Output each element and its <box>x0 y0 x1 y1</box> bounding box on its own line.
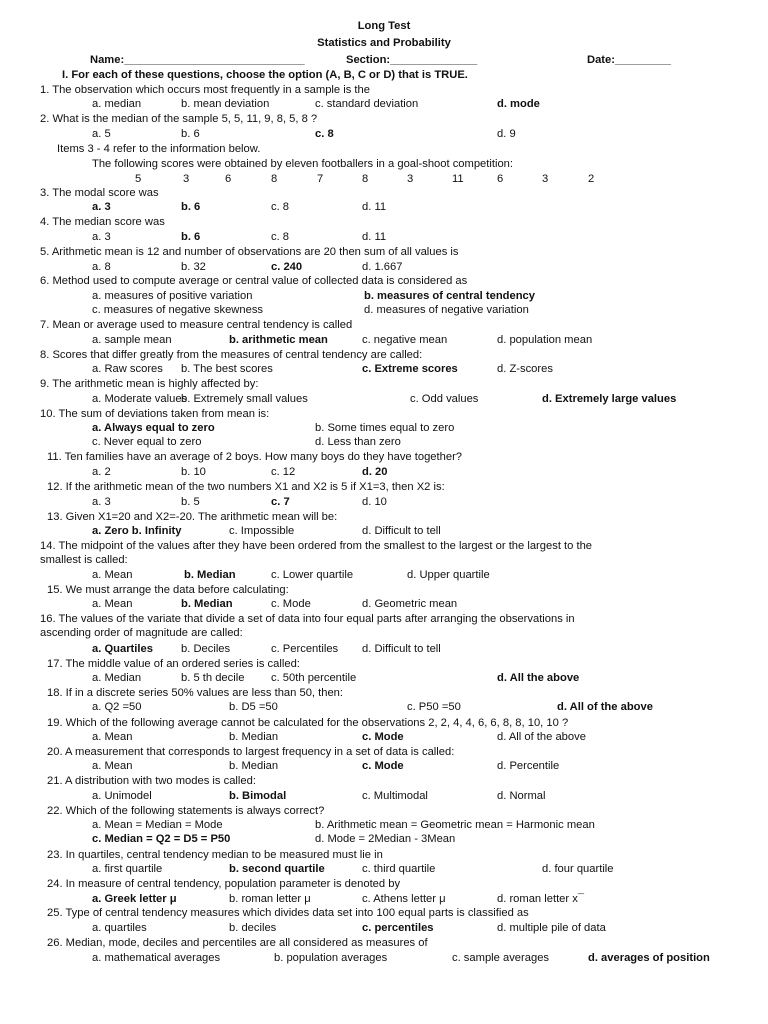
instruction-text: I. For each of these questions, choose the option (A, B, C or D) that is TRUE. <box>62 69 468 81</box>
question-10-option-b: b. Some times equal to zero <box>315 422 455 434</box>
question-4-option-c: c. 8 <box>271 231 290 243</box>
question-20-option-a: a. Mean <box>92 760 133 772</box>
score-value: 6 <box>497 173 504 185</box>
question-13: 13. Given X1=20 and X2=-20. The arithmetic mean will be: <box>47 511 338 523</box>
question-24: 24. In measure of central tendency, population parameter is denoted by <box>47 878 401 890</box>
question-9: 9. The arithmetic mean is highly affected by: <box>40 378 259 390</box>
question-4-option-b: b. 6 <box>181 231 201 243</box>
question-2-option-d: d. 9 <box>497 128 516 140</box>
section-field-label: Section:______________ <box>346 54 478 66</box>
score-value: 3 <box>407 173 414 185</box>
question-5-option-c: c. 240 <box>271 261 303 273</box>
question-17-option-d: d. All the above <box>497 672 580 684</box>
question-1-option-a: a. median <box>92 98 142 110</box>
question-3-option-b: b. 6 <box>181 201 201 213</box>
question-7-option-d: d. population mean <box>497 334 593 346</box>
question-6-option-b: b. measures of central tendency <box>364 290 535 302</box>
question-18-option-d: d. All of the above <box>557 701 653 713</box>
question-21-option-d: d. Normal <box>497 790 546 802</box>
question-12-option-b: b. 5 <box>181 496 200 508</box>
question-20-option-d: d. Percentile <box>497 760 560 772</box>
question-15: 15. We must arrange the data before calculating: <box>47 584 289 596</box>
question-3-option-a: a. 3 <box>92 201 111 213</box>
date-field-label: Date:_________ <box>587 54 671 66</box>
question-22-option-a: a. Mean = Median = Mode <box>92 819 223 831</box>
question-11-option-d: d. 20 <box>362 466 388 478</box>
question-9-option-a: a. Moderate values <box>92 393 188 405</box>
question-16-option-d: d. Difficult to tell <box>362 643 441 655</box>
question-17-option-b: b. 5 th decile <box>181 672 245 684</box>
question-16: 16. The values of the variate that divide a set of data into four equal parts after arranging the observations in <box>40 613 575 625</box>
question-26-option-a: a. mathematical averages <box>92 952 221 964</box>
question-25-option-c: c. percentiles <box>362 922 434 934</box>
question-3-option-d: d. 11 <box>362 201 387 213</box>
question-13-option-a: a. Zero b. Infinity <box>92 525 182 537</box>
question-7-option-a: a. sample mean <box>92 334 172 346</box>
question-7-option-b: b. arithmetic mean <box>229 334 328 346</box>
question-23-option-b: b. second quartile <box>229 863 325 875</box>
question-1: 1. The observation which occurs most frequently in a sample is the <box>40 84 370 96</box>
question-23: 23. In quartiles, central tendency median to be measured must lie in <box>47 849 383 861</box>
question-12-option-a: a. 3 <box>92 496 111 508</box>
question-22: 22. Which of the following statements is always correct? <box>47 805 325 817</box>
question-16-option-a: a. Quartiles <box>92 643 153 655</box>
question-7-option-c: c. negative mean <box>362 334 448 346</box>
question-17-option-c: c. 50th percentile <box>271 672 357 684</box>
question-14: 14. The midpoint of the values after they have been ordered from the smallest to the largest or the largest to the <box>40 540 593 552</box>
question-25-option-d: d. multiple pile of data <box>497 922 606 934</box>
question-24-option-d: d. roman letter x¯ <box>497 893 585 905</box>
scores-intro: The following scores were obtained by eleven footballers in a goal-shoot competition: <box>92 158 514 170</box>
question-26-option-d: d. averages of position <box>588 952 710 964</box>
question-18-option-a: a. Q2 =50 <box>92 701 142 713</box>
score-value: 3 <box>183 173 190 185</box>
question-21-option-c: c. Multimodal <box>362 790 428 802</box>
question-4-option-d: d. 11 <box>362 231 387 243</box>
question-23-option-a: a. first quartile <box>92 863 163 875</box>
question-6-option-a: a. measures of positive variation <box>92 290 253 302</box>
question-5-option-a: a. 8 <box>92 261 111 273</box>
question-1-option-b: b. mean deviation <box>181 98 270 110</box>
question-21: 21. A distribution with two modes is called: <box>47 775 256 787</box>
question-26-option-c: c. sample averages <box>452 952 550 964</box>
question-3-option-c: c. 8 <box>271 201 290 213</box>
question-9-option-c: c. Odd values <box>410 393 479 405</box>
question-6-option-d: d. measures of negative variation <box>364 304 529 316</box>
question-13-option-b: c. Impossible <box>229 525 295 537</box>
question-12: 12. If the arithmetic mean of the two numbers X1 and X2 is 5 if X1=3, then X2 is: <box>47 481 445 493</box>
score-value: 8 <box>362 173 369 185</box>
question-17-option-a: a. Median <box>92 672 142 684</box>
question-15-option-c: c. Mode <box>271 598 311 610</box>
question-8: 8. Scores that differ greatly from the measures of central tendency are called: <box>40 349 423 361</box>
question-13-option-c: d. Difficult to tell <box>362 525 441 537</box>
question-19-option-a: a. Mean <box>92 731 133 743</box>
question-11-option-c: c. 12 <box>271 466 296 478</box>
question-14-option-b: b. Median <box>184 569 236 581</box>
question-5: 5. Arithmetic mean is 12 and number of observations are 20 then sum of all values is <box>40 246 459 258</box>
question-19-option-d: d. All of the above <box>497 731 586 743</box>
question-15-option-d: d. Geometric mean <box>362 598 458 610</box>
question-2-option-c: c. 8 <box>315 128 334 140</box>
question-1-option-c: c. standard deviation <box>315 98 419 110</box>
score-value: 3 <box>542 173 549 185</box>
question-8-option-b: b. The best scores <box>181 363 273 375</box>
question-9-option-b: b. Extremely small values <box>181 393 308 405</box>
question-25: 25. Type of central tendency measures which divides data set into 100 equal parts is classified as <box>47 907 529 919</box>
question-20-option-c: c. Mode <box>362 760 404 772</box>
question-12-option-c: c. 7 <box>271 496 290 508</box>
question-14-option-d: d. Upper quartile <box>407 569 490 581</box>
subject-title: Statistics and Probability <box>317 37 451 49</box>
question-8-option-a: a. Raw scores <box>92 363 163 375</box>
question-20-option-b: b. Median <box>229 760 279 772</box>
score-value: 7 <box>317 173 324 185</box>
question-4-option-a: a. 3 <box>92 231 111 243</box>
question-10: 10. The sum of deviations taken from mean is: <box>40 408 270 420</box>
question-22-option-d: d. Mode = 2Median - 3Mean <box>315 833 456 845</box>
question-14-cont: smallest is called: <box>40 554 128 566</box>
question-23-option-c: c. third quartile <box>362 863 436 875</box>
items-note: Items 3 - 4 refer to the information below. <box>57 143 261 155</box>
question-16-cont: ascending order of magnitude are called: <box>40 627 243 639</box>
question-24-option-a: a. Greek letter μ <box>92 893 177 905</box>
question-18: 18. If in a discrete series 50% values are less than 50, then: <box>47 687 344 699</box>
question-5-option-b: b. 32 <box>181 261 206 273</box>
question-18-option-c: c. P50 =50 <box>407 701 461 713</box>
question-21-option-b: b. Bimodal <box>229 790 287 802</box>
score-value: 8 <box>271 173 278 185</box>
score-value: 11 <box>452 173 464 185</box>
question-22-option-c: c. Median = Q2 = D5 = P50 <box>92 833 231 845</box>
question-8-option-c: c. Extreme scores <box>362 363 458 375</box>
question-6: 6. Method used to compute average or central value of collected data is considered as <box>40 275 468 287</box>
question-2-option-a: a. 5 <box>92 128 111 140</box>
score-value: 5 <box>135 173 142 185</box>
question-11: 11. Ten families have an average of 2 boys. How many boys do they have together? <box>47 451 463 463</box>
question-14-option-a: a. Mean <box>92 569 133 581</box>
question-24-option-c: c. Athens letter μ <box>362 893 446 905</box>
question-11-option-b: b. 10 <box>181 466 206 478</box>
question-20: 20. A measurement that corresponds to largest frequency in a set of data is called: <box>47 746 455 758</box>
test-title: Long Test <box>357 20 411 32</box>
question-8-option-d: d. Z-scores <box>497 363 553 375</box>
question-12-option-d: d. 10 <box>362 496 387 508</box>
question-17: 17. The middle value of an ordered series is called: <box>47 658 300 670</box>
question-14-option-c: c. Lower quartile <box>271 569 354 581</box>
question-19-option-b: b. Median <box>229 731 279 743</box>
question-23-option-d: d. four quartile <box>542 863 614 875</box>
question-2: 2. What is the median of the sample 5, 5, 11, 9, 8, 5, 8 ? <box>40 113 318 125</box>
question-26: 26. Median, mode, deciles and percentiles are all considered as measures of <box>47 937 428 949</box>
question-10-option-d: d. Less than zero <box>315 436 401 448</box>
question-19: 19. Which of the following average cannot be calculated for the observations 2, 2, 4, 4, 6, 6, 8, 8, 10, 10 ? <box>47 717 569 729</box>
question-15-option-a: a. Mean <box>92 598 133 610</box>
question-22-option-b: b. Arithmetic mean = Geometric mean = Harmonic mean <box>315 819 595 831</box>
question-25-option-a: a. quartiles <box>92 922 147 934</box>
score-value: 2 <box>588 173 595 185</box>
question-2-option-b: b. 6 <box>181 128 200 140</box>
question-15-option-b: b. Median <box>181 598 233 610</box>
question-18-option-b: b. D5 =50 <box>229 701 278 713</box>
name-field-label: Name:_____________________________ <box>90 54 305 66</box>
question-1-option-d: d. mode <box>497 98 540 110</box>
question-4: 4. The median score was <box>40 216 165 228</box>
question-3: 3. The modal score was <box>40 187 159 199</box>
question-11-option-a: a. 2 <box>92 466 111 478</box>
question-26-option-b: b. population averages <box>274 952 388 964</box>
question-5-option-d: d. 1.667 <box>362 261 403 273</box>
question-9-option-d: d. Extremely large values <box>542 393 677 405</box>
score-value: 6 <box>225 173 232 185</box>
question-24-option-b: b. roman letter μ <box>229 893 311 905</box>
question-16-option-b: b. Deciles <box>181 643 231 655</box>
question-16-option-c: c. Percentiles <box>271 643 339 655</box>
question-19-option-c: c. Mode <box>362 731 404 743</box>
question-6-option-c: c. measures of negative skewness <box>92 304 264 316</box>
question-21-option-a: a. Unimodel <box>92 790 152 802</box>
question-25-option-b: b. deciles <box>229 922 277 934</box>
question-10-option-c: c. Never equal to zero <box>92 436 202 448</box>
question-7: 7. Mean or average used to measure central tendency is called <box>40 319 353 331</box>
question-10-option-a: a. Always equal to zero <box>92 422 215 434</box>
